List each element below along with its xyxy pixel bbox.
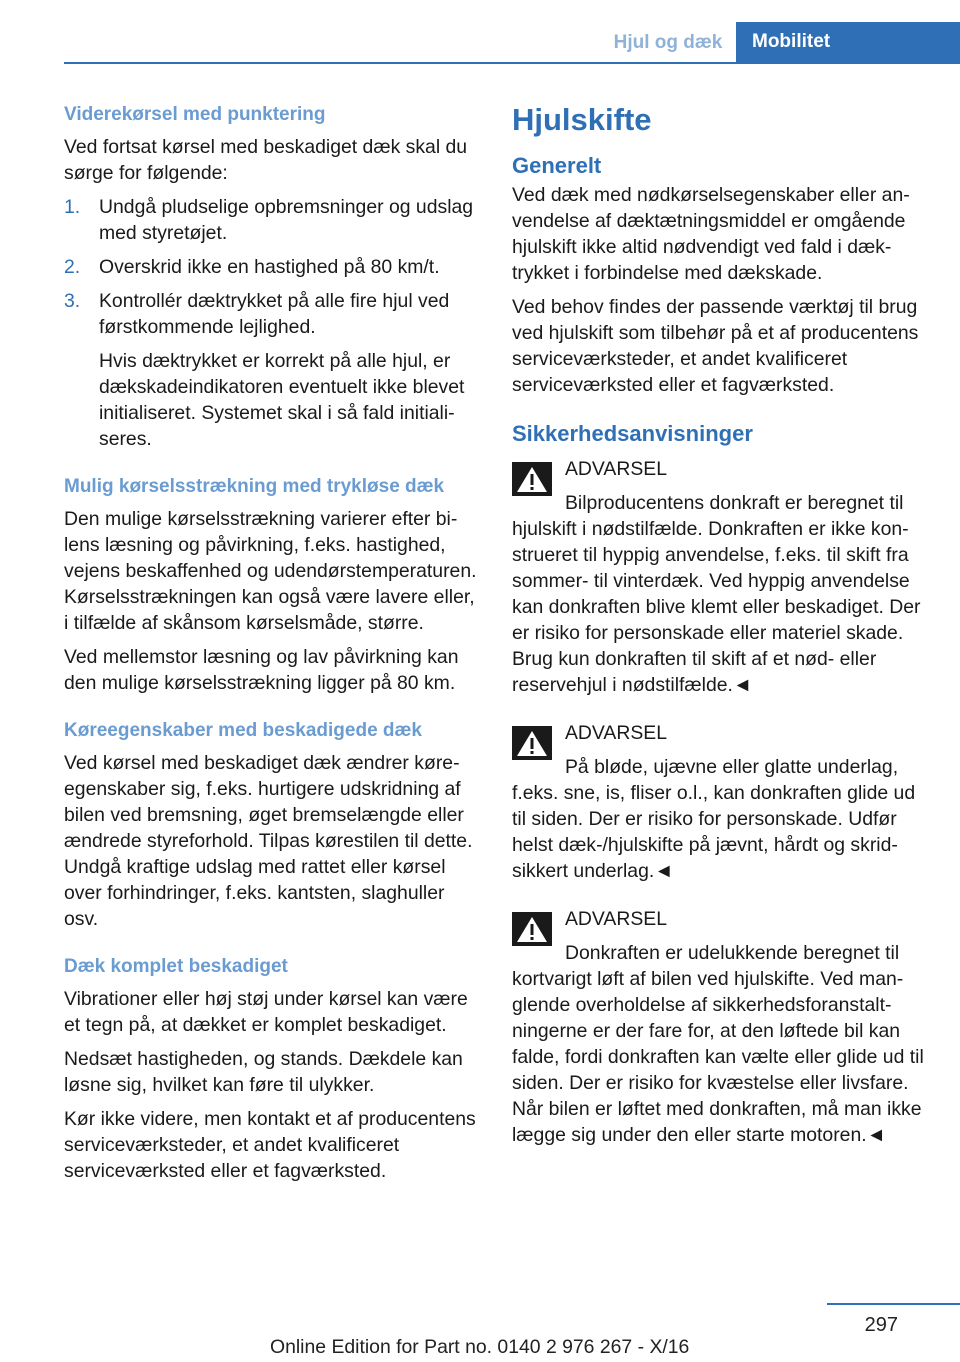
warning-triangle-icon [512,912,552,946]
heading-continued-driving: Viderekørsel med punktering [64,104,326,125]
paragraph: Ved dæk med nødkørselsegenskaber eller anvendelse af dæktætningsmiddel er omgående hjulskift ikke altid nødvendigt ved fald i dæktrykket i forbindelse med dækskade. [512,184,910,284]
edition-line: Online Edition for Part no. 0140 2 976 267 - X/16 [270,1336,690,1358]
warning-text: Bilproducentens donkraft er beregnet til hjulskift i nødstilfælde. Donkraften er ikke konstrueret til hyppig anvendelse, f.eks. til skift fra sommer- til vinterdæk. Ved hyppig anvendelse kan donkraften blive klemt eller beskadiget. Der er risiko for personskade eller materiel skade. Brug kun donkraften til skift af et nød- eller reservehjul i nødstilfælde.◄ [512,492,921,696]
heading-general: Generelt [512,153,602,178]
warning-text: På bløde, ujævne eller glatte underlag, f.eks. sne, is, fliser o.l., kan donkraften glide ud til siden. Der er risiko for personskade. Udfør helst dæk-/hjulskifte på jævnt, hårdt og skridsikkert underlag.◄ [512,756,916,882]
list-item [64,288,478,452]
right-column [512,102,924,1156]
list-number: 1. [64,196,81,218]
list-text: Undgå pludselige opbremsninger og udslag med styretøjet. [99,196,474,244]
footer-rule [827,1303,960,1305]
paragraph: Ved fortsat kørsel med beskadiget dæk skal du sørge for følgende: [64,136,468,184]
paragraph: Ved behov findes der passende værktøj til brug ved hjulskift som tilbehør på et af producentens serviceværksteder, et andet kvalificeret serviceværksted eller et fagværksted. [512,296,919,396]
page-title: Hjulskifte [512,102,652,137]
heading-safety: Sikkerhedsanvisninger [512,421,753,446]
list-number: 2. [64,256,81,278]
warning-block [512,720,924,884]
list-subtext: Hvis dæktrykket er korrekt på alle hjul, er dækskadeindikatoren eventuelt ikke blevet initialiseret. Systemet skal i så fald initialiseres. [99,350,465,450]
heading-tyre-damaged: Dæk komplet beskadiget [64,956,288,977]
page-number: 297 [864,1314,898,1336]
list-item [64,194,478,246]
warning-triangle-icon [512,462,552,496]
paragraph: Vibrationer eller høj støj under kørsel kan være et tegn på, at dækket er komplet beskadiget. [64,988,468,1036]
heading-handling: Køreegenskaber med beskadigede dæk [64,720,422,741]
paragraph: Kør ikke videre, men kontakt et af producentens serviceværksteder, et andet kvalificeret serviceværksted eller et fagværksted. [64,1108,476,1182]
warning-triangle-icon [512,726,552,760]
warning-label: ADVARSEL [565,722,668,744]
paragraph: Ved kørsel med beskadiget dæk ændrer køreegenskaber sig, f.eks. hurtigere udskridning af bilen ved bremsning, øget bremselængde eller ændrede styreforhold. Tilpas kørestilen til dette. Undgå kraftige udslag med rattet eller kørsel over forhindringer, f.eks. kantsten, slaghuller osv. [64,752,473,930]
paragraph: Ved mellemstor læsning og lav påvirkning kan den mulige kørselsstrækning ligger på 80 km. [64,646,459,694]
warning-label: ADVARSEL [565,458,668,480]
section-tab[interactable]: Mobilitet [736,22,960,62]
paragraph: Nedsæt hastigheden, og stands. Dækdele kan løsne sig, hvilket kan føre til ulykker. [64,1048,463,1096]
warning-block [512,456,924,698]
warning-text: Donkraften er udelukkende beregnet til kortvarigt løft af bilen ved hjulskifte. Ved manglende overholdelse af sikkerhedsforanstaltningerne er der fare for, at den løftede bil kan falde, fordi donkraften kan vælte eller glide ud til siden. Der er risiko for kvæstelse eller livsfare. Når bilen er løftet med donkraften, må man ikke lægge sig under den eller starte motoren.◄ [512,942,924,1146]
list-item [64,254,478,280]
list-text: Overskrid ikke en hastighed på 80 km/t. [99,256,440,278]
list-text: Kontrollér dæktrykket på alle fire hjul ved førstkommende lejlighed. [99,290,450,338]
chapter-tab[interactable]: Hjul og dæk [613,32,723,53]
paragraph: Den mulige kørselsstrækning varierer efter bilens læsning og påvirkning, f.eks. hastighed, vejens beskaffenhed og udendørstemperaturen. Kørselsstrækningen kan også være lavere eller, i tilfælde af skånsom kørselsmåde, større. [64,508,477,634]
page-header [64,0,960,64]
list-number: 3. [64,290,81,312]
left-column [64,102,478,1192]
heading-possible-distance: Mulig kørselsstrækning med trykløse dæk [64,476,445,497]
numbered-list [64,194,478,452]
warning-block [512,906,924,1148]
warning-label: ADVARSEL [565,908,668,930]
